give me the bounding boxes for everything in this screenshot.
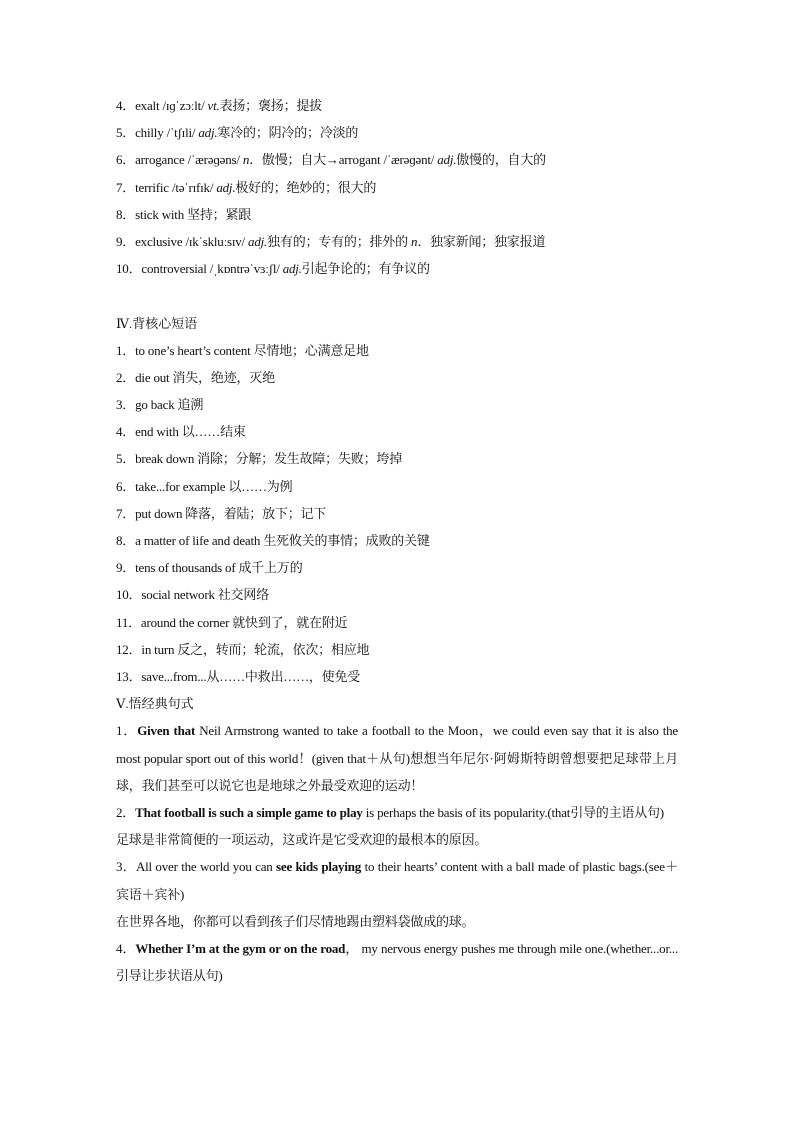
vocab-list bbox=[116, 92, 678, 282]
phrase-item: 4．end with 以……结束 bbox=[116, 424, 246, 440]
phrase-item: 7．put down 降落，着陆；放下；记下 bbox=[116, 505, 327, 521]
phrase-item: 13．save...from...从……中救出……，使免受 bbox=[116, 668, 361, 684]
phrase-item: 5．break down 消除；分解；发生故障；失败；垮掉 bbox=[116, 451, 402, 467]
phrase-item: 12．in turn 反之，转而；轮流，依次；相应地 bbox=[116, 641, 370, 657]
sentence-item: 2．That football is such a simple game to play is perhaps the basis of its popularity.(that引导的主语从句) bbox=[116, 804, 664, 820]
sentence-item: 4．Whether I’m at the gym or on the road， my nervous energy pushes me through mile one.(whether...or...引导让步状语从句) bbox=[116, 940, 678, 984]
phrase-item: 6．take...for example 以……为例 bbox=[116, 478, 293, 494]
sentence-translation: 足球是非常简便的一项运动，这或许是它受欢迎的最根本的原因。 bbox=[116, 832, 488, 848]
sentence-list bbox=[116, 717, 678, 989]
phrase-item: 3．go back 追溯 bbox=[116, 397, 204, 413]
phrase-item: 8．a matter of life and death 生死攸关的事情；成败的关键 bbox=[116, 533, 430, 548]
sentence-translation: 在世界各地，你都可以看到孩子们尽情地踢由塑料袋做成的球。 bbox=[116, 913, 475, 929]
phrase-item: 2．die out 消失，绝迹，灭绝 bbox=[116, 369, 275, 385]
vocab-item: 5．chilly /ˈtʃɪli/ adj.寒冷的；阴冷的；冷淡的 bbox=[116, 125, 359, 141]
vocab-item: 4．exalt /ɪɡˈzɔːlt/ vt.表扬；褒扬；提拔 bbox=[116, 98, 322, 113]
section-5-heading: Ⅴ.悟经典句式 bbox=[116, 696, 194, 712]
phrase-item: 1．to one’s heart’s content 尽情地；心满意足地 bbox=[116, 342, 369, 358]
document-page bbox=[116, 92, 678, 989]
phrase-item: 10．social network 社交网络 bbox=[116, 587, 270, 603]
phrase-item: 11．around the corner 就快到了，就在附近 bbox=[116, 614, 348, 630]
vocab-item: 6．arrogance /ˈærəɡəns/ n．傲慢；自大→arrogant /ˈærəɡənt/ adj.傲慢的，自大的 bbox=[116, 152, 546, 168]
vocab-item: 9．exclusive /ɪkˈskluːsɪv/ adj.独有的；专有的；排外的 n．独家新闻；独家报道 bbox=[116, 233, 546, 249]
vocab-item: 7．terrific /təˈrɪfɪk/ adj.极好的；绝妙的；很大的 bbox=[116, 179, 377, 195]
section-4-heading: Ⅳ.背核心短语 bbox=[116, 315, 198, 331]
vocab-item: 10．controversial /ˌkɒntrəˈvɜːʃl/ adj.引起争论的；有争议的 bbox=[116, 261, 430, 277]
sentence-item: 3．All over the world you can see kids playing to their hearts’ content with a ball made of plastic bags.(see＋宾语＋宾补) bbox=[116, 859, 679, 902]
sentence-item: 1．Given that Neil Armstrong wanted to take a football to the Moon，we could even say that it is also the most popular sport out of this world！(given that＋从句)想想当年尼尔·阿姆斯特朗曾想要把足球带上月球，我们甚至可以说它也是地球之外最受欢迎的运动！ bbox=[116, 723, 678, 793]
spacer bbox=[116, 282, 678, 309]
vocab-item: 8．stick with 坚持；紧跟 bbox=[116, 206, 252, 222]
phrase-list bbox=[116, 337, 678, 690]
phrase-item: 9．tens of thousands of 成千上万的 bbox=[116, 560, 303, 576]
